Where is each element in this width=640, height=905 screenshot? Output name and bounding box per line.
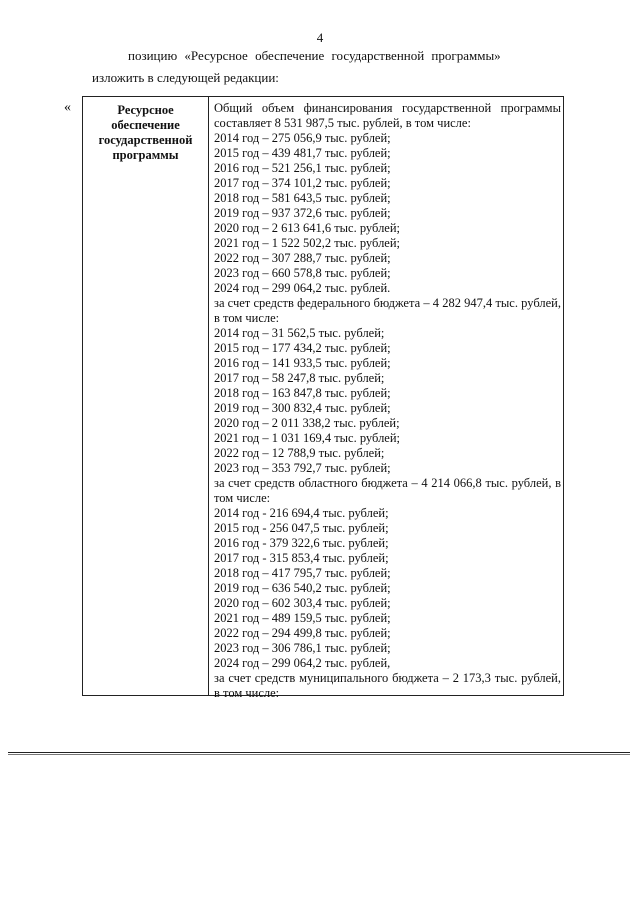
page-number: 4 (316, 30, 324, 45)
year-line: 2015 год – 177 434,2 тыс. рублей; (214, 341, 391, 355)
year-line: 2020 год – 2 613 641,6 тыс. рублей; (214, 221, 401, 235)
section-label-line: обеспечение (111, 118, 180, 132)
regional-funding-years (214, 506, 561, 671)
year-line: 2020 год – 2 011 338,2 тыс. рублей; (214, 416, 400, 430)
year-line: 2016 год - 379 322,6 тыс. рублей; (214, 536, 389, 550)
year-line: 2015 год – 439 481,7 тыс. рублей; (214, 146, 391, 160)
year-line: 2017 год – 58 247,8 тыс. рублей; (214, 371, 385, 385)
year-line: 2023 год – 660 578,8 тыс. рублей; (214, 266, 391, 280)
opening-quote-mark: « (64, 100, 71, 115)
total-funding-years (214, 131, 561, 296)
year-line: 2016 год – 521 256,1 тыс. рублей; (214, 161, 391, 175)
regional-funding-intro: за счет средств областного бюджета – 4 214 066,8 тыс. рублей, в том числе: (214, 476, 561, 505)
year-line: 2015 год - 256 047,5 тыс. рублей; (214, 521, 389, 535)
federal-funding-years (214, 326, 561, 476)
footer-divider (8, 752, 630, 753)
year-line: 2024 год – 299 064,2 тыс. рублей. (214, 281, 391, 295)
footer-divider (8, 754, 630, 755)
table-content-cell (214, 101, 561, 701)
section-label (83, 103, 208, 163)
total-funding-intro: Общий объем финансирования государственной программы составляет 8 531 987,5 тыс. рублей, в том числе: (214, 101, 561, 130)
federal-funding-intro: за счет средств федерального бюджета – 4 282 947,4 тыс. рублей, в том числе: (214, 296, 561, 325)
municipal-funding-intro: за счет средств муниципального бюджета – 2 173,3 тыс. рублей, в том числе: (214, 671, 561, 700)
section-label-line: программы (112, 148, 179, 162)
year-line: 2023 год – 306 786,1 тыс. рублей; (214, 641, 391, 655)
year-line: 2019 год – 636 540,2 тыс. рублей; (214, 581, 391, 595)
intro-line-2: изложить в следующей редакции: (92, 70, 279, 85)
year-line: 2019 год – 300 832,4 тыс. рублей; (214, 401, 391, 415)
year-line: 2014 год - 216 694,4 тыс. рублей; (214, 506, 389, 520)
year-line: 2017 год – 374 101,2 тыс. рублей; (214, 176, 391, 190)
year-line: 2018 год – 417 795,7 тыс. рублей; (214, 566, 391, 580)
year-line: 2022 год – 294 499,8 тыс. рублей; (214, 626, 391, 640)
year-line: 2021 год – 1 522 502,2 тыс. рублей; (214, 236, 401, 250)
year-line: 2019 год – 937 372,6 тыс. рублей; (214, 206, 391, 220)
year-line: 2014 год – 31 562,5 тыс. рублей; (214, 326, 385, 340)
year-line: 2021 год – 489 159,5 тыс. рублей; (214, 611, 391, 625)
year-line: 2016 год – 141 933,5 тыс. рублей; (214, 356, 391, 370)
year-line: 2022 год – 12 788,9 тыс. рублей; (214, 446, 385, 460)
table-label-cell (83, 97, 209, 695)
year-line: 2021 год – 1 031 169,4 тыс. рублей; (214, 431, 401, 445)
section-label-line: Ресурсное (117, 103, 174, 117)
resource-table (82, 96, 564, 700)
intro-line-1: позицию «Ресурсное обеспечение государственной программы» (128, 48, 501, 63)
year-line: 2017 год - 315 853,4 тыс. рублей; (214, 551, 389, 565)
section-label-line: государственной (98, 133, 193, 147)
year-line: 2022 год – 307 288,7 тыс. рублей; (214, 251, 391, 265)
year-line: 2023 год – 353 792,7 тыс. рублей; (214, 461, 391, 475)
year-line: 2018 год – 581 643,5 тыс. рублей; (214, 191, 391, 205)
year-line: 2024 год – 299 064,2 тыс. рублей, (214, 656, 391, 670)
year-line: 2014 год – 275 056,9 тыс. рублей; (214, 131, 391, 145)
year-line: 2020 год – 602 303,4 тыс. рублей; (214, 596, 391, 610)
year-line: 2018 год – 163 847,8 тыс. рублей; (214, 386, 391, 400)
